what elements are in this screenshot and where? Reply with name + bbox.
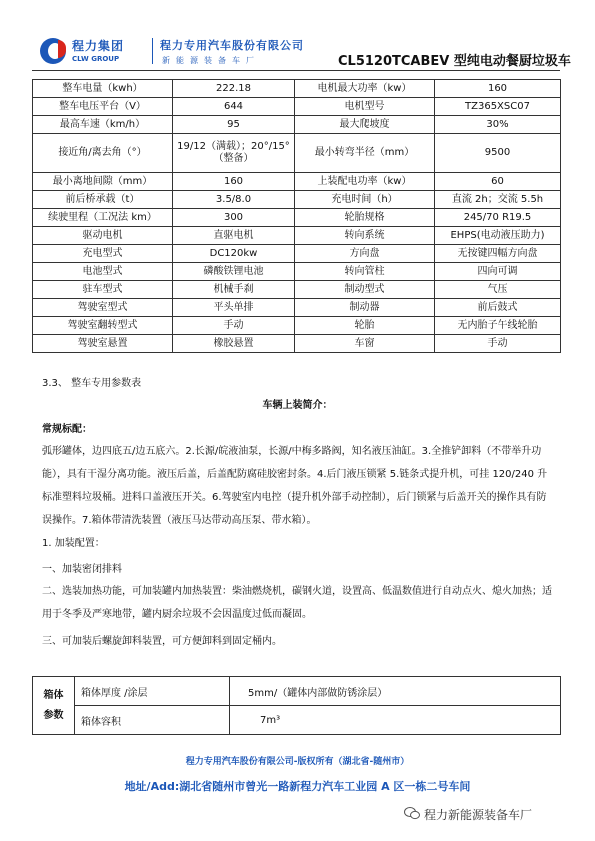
spec-key: 方向盘 bbox=[295, 245, 435, 263]
box-param-label: 箱体参数 bbox=[33, 677, 75, 735]
wechat-icon bbox=[404, 806, 420, 820]
spec-value: 橡胶悬置 bbox=[173, 335, 295, 353]
spec-value: 机械手刹 bbox=[173, 281, 295, 299]
spec-key: 上装配电功率（kw） bbox=[295, 173, 435, 191]
spec-value: 手动 bbox=[435, 335, 561, 353]
box-param-table bbox=[32, 676, 561, 735]
spec-row bbox=[33, 245, 561, 263]
spec-key: 驾驶室翻转型式 bbox=[33, 317, 173, 335]
spec-table bbox=[32, 79, 561, 353]
spec-value: 前后鼓式 bbox=[435, 299, 561, 317]
spec-row bbox=[33, 173, 561, 191]
spec-key: 电池型式 bbox=[33, 263, 173, 281]
box-volume-key: 箱体容积 bbox=[75, 706, 230, 735]
spec-value: 300 bbox=[173, 209, 295, 227]
spec-key: 制动型式 bbox=[295, 281, 435, 299]
spec-row bbox=[33, 317, 561, 335]
spec-value: 30% bbox=[435, 116, 561, 134]
spec-key: 充电时间（h） bbox=[295, 191, 435, 209]
spec-row bbox=[33, 116, 561, 134]
spec-row bbox=[33, 191, 561, 209]
page-header bbox=[0, 0, 595, 72]
spec-value: 245/70 R19.5 bbox=[435, 209, 561, 227]
option-2: 二、选装加热功能，可加装罐内加热装置：柴油燃烧机，碳钢火道，设置高、低温数值进行自动点火、熄火加热；适用于冬季及严寒地带，罐内厨余垃圾不会因温度过低而凝固。 bbox=[42, 586, 552, 620]
footer-address: 地址/Add:湖北省随州市曾光一路新程力汽车工业园 A 区一栋二号车间 bbox=[124, 780, 471, 793]
spec-value: 60 bbox=[435, 173, 561, 191]
spec-key: 最高车速（km/h） bbox=[33, 116, 173, 134]
spec-value: 手动 bbox=[173, 317, 295, 335]
spec-value: 平头单排 bbox=[173, 299, 295, 317]
spec-key: 转向系统 bbox=[295, 227, 435, 245]
model-title: CL5120TCABEV 型纯电动餐厨垃圾车 bbox=[338, 54, 571, 69]
standard-text: 弧形罐体，边四底五/边五底六。2.长源/皖液油泵，长源/中梅多路阀，知名液压油缸。3.全推铲卸料（不带举升功能），具有干湿分离功能。液压后盖，后盖配防腐硅胶密封条。4.后门液压锁紧 5.链条式提升机，可挂 120/240 升标准塑料垃圾桶。进料口盖液压开关。6.驾驶室内电控（提升机外部手动控制），后门锁紧与后盖开关的操作具有防误操作。7.箱体带清洗装置（液压马达带动高压泵、带水箱）。 bbox=[42, 446, 548, 526]
spec-value: 直驱电机 bbox=[173, 227, 295, 245]
spec-row bbox=[33, 335, 561, 353]
intro-title: 车辆上装简介： bbox=[262, 400, 333, 411]
spec-value: 磷酸铁锂电池 bbox=[173, 263, 295, 281]
box-thickness-key: 箱体厚度 /涂层 bbox=[75, 677, 230, 706]
box-thickness-value: 5mm/（罐体内部做防锈涂层） bbox=[230, 677, 561, 706]
spec-table-body bbox=[33, 80, 561, 353]
spec-value: 160 bbox=[173, 173, 295, 191]
spec-key: 轮胎规格 bbox=[295, 209, 435, 227]
spec-value: 19/12（满载）；20°/15°（整备） bbox=[173, 134, 295, 173]
header-rule bbox=[32, 70, 560, 71]
box-volume-value: 7m³ bbox=[230, 706, 561, 735]
spec-key: 最小离地间隙（mm） bbox=[33, 173, 173, 191]
spec-key: 驾驶室悬置 bbox=[33, 335, 173, 353]
spec-key: 轮胎 bbox=[295, 317, 435, 335]
spec-key: 接近角/离去角（°） bbox=[33, 134, 173, 173]
spec-key: 整车电量（kwh） bbox=[33, 80, 173, 98]
spec-key: 电机型号 bbox=[295, 98, 435, 116]
spec-row bbox=[33, 299, 561, 317]
footer-copyright: 程力专用汽车股份有限公司-版权所有（湖北省-随州市） bbox=[185, 757, 410, 767]
spec-value: 222.18 bbox=[173, 80, 295, 98]
spec-value: 95 bbox=[173, 116, 295, 134]
company-name: 程力专用汽车股份有限公司 bbox=[160, 39, 304, 52]
spec-key: 充电型式 bbox=[33, 245, 173, 263]
spec-row bbox=[33, 98, 561, 116]
spec-key: 驾驶室型式 bbox=[33, 299, 173, 317]
brand-name-en: CLW GROUP bbox=[72, 55, 120, 63]
option-1: 一、加装密闭排料 bbox=[42, 564, 122, 575]
spec-key: 驱动电机 bbox=[33, 227, 173, 245]
spec-key: 转向管柱 bbox=[295, 263, 435, 281]
spec-value: 无内胎子午线轮胎 bbox=[435, 317, 561, 335]
standard-title: 常规标配： bbox=[42, 424, 92, 435]
spec-key: 前后桥承载（t） bbox=[33, 191, 173, 209]
wechat-account-name: 程力新能源装备车厂 bbox=[424, 808, 533, 822]
option-3: 三、可加装后螺旋卸料装置，可方便卸料到固定桶内。 bbox=[42, 636, 282, 647]
spec-key: 制动器 bbox=[295, 299, 435, 317]
spec-value: 160 bbox=[435, 80, 561, 98]
brand-name-cn: 程力集团 bbox=[72, 39, 125, 53]
spec-key: 电机最大功率（kw） bbox=[295, 80, 435, 98]
spec-row bbox=[33, 263, 561, 281]
spec-value: 气压 bbox=[435, 281, 561, 299]
spec-value: DC120kw bbox=[173, 245, 295, 263]
spec-key: 最大爬坡度 bbox=[295, 116, 435, 134]
spec-value: 644 bbox=[173, 98, 295, 116]
spec-row bbox=[33, 227, 561, 245]
header-divider bbox=[152, 38, 153, 64]
spec-key: 最小转弯半径（mm） bbox=[295, 134, 435, 173]
spec-value: 直流 2h；交流 5.5h bbox=[435, 191, 561, 209]
spec-row bbox=[33, 80, 561, 98]
spec-key: 续驶里程（工况法 km） bbox=[33, 209, 173, 227]
company-subtitle: 新能源装备车厂 bbox=[162, 56, 260, 65]
spec-key: 车窗 bbox=[295, 335, 435, 353]
spec-value: 9500 bbox=[435, 134, 561, 173]
section-heading-3-3: 3.3、 整车专用参数表 bbox=[42, 378, 142, 389]
option-title: 1. 加装配置： bbox=[42, 538, 105, 549]
spec-value: 无按键四幅方向盘 bbox=[435, 245, 561, 263]
spec-key: 整车电压平台（V） bbox=[33, 98, 173, 116]
spec-value: 四向可调 bbox=[435, 263, 561, 281]
spec-row bbox=[33, 281, 561, 299]
spec-key: 驻车型式 bbox=[33, 281, 173, 299]
spec-row bbox=[33, 209, 561, 227]
spec-value: TZ365XSC07 bbox=[435, 98, 561, 116]
spec-value: 3.5/8.0 bbox=[173, 191, 295, 209]
spec-row bbox=[33, 134, 561, 173]
spec-value: EHPS(电动液压助力) bbox=[435, 227, 561, 245]
